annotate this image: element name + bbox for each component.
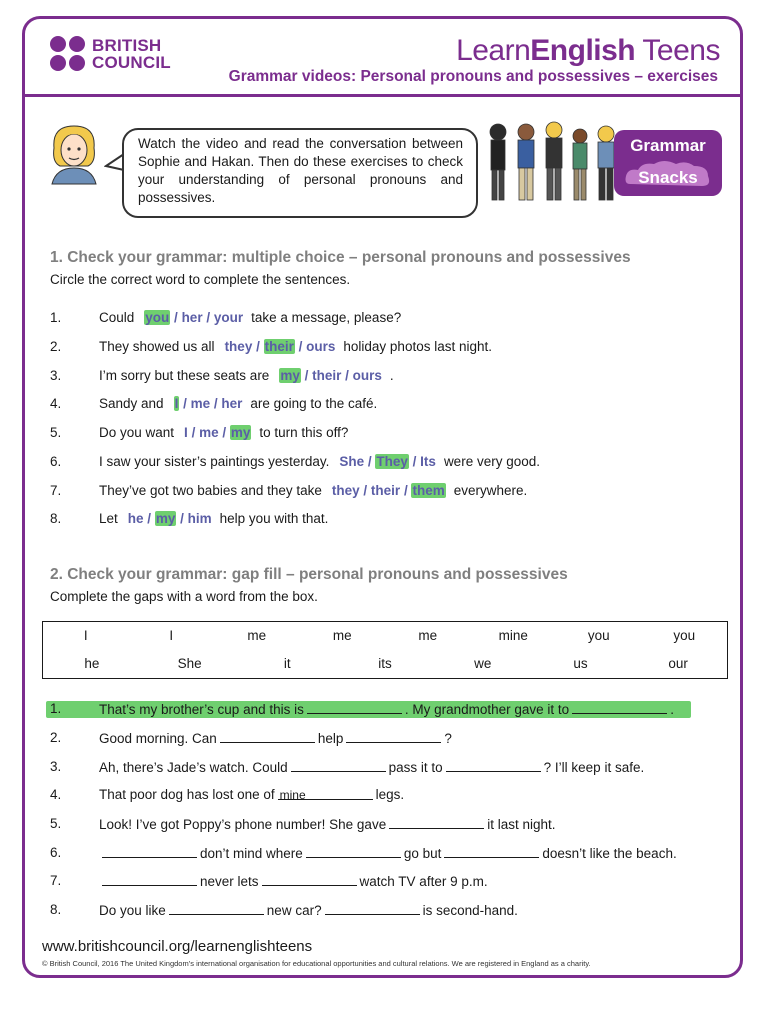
item-number: 7.: [50, 873, 62, 888]
item-sentence: [99, 900, 518, 921]
answer-option[interactable]: their: [312, 368, 342, 383]
answer-blank[interactable]: [444, 843, 539, 858]
word-box-word: us: [573, 656, 588, 671]
british-council-logo[interactable]: [50, 36, 171, 71]
sentence-end: help you with that.: [219, 511, 329, 526]
item-sentence: [99, 308, 401, 328]
answer-option[interactable]: ours: [352, 368, 382, 383]
section-1-instruction: Circle the correct word to complete the sentences.: [50, 272, 351, 287]
word-box-row-1: [43, 628, 727, 643]
item-sentence: [99, 843, 677, 864]
item-sentence: [99, 337, 492, 357]
sentence-part: go but: [403, 846, 442, 861]
item-sentence: [99, 814, 556, 835]
sentence-part: help: [317, 731, 344, 746]
answer-option[interactable]: you: [145, 310, 170, 325]
sentence-part: Good morning. Can: [99, 731, 217, 746]
item-sentence: [99, 785, 404, 805]
answer-option[interactable]: Its: [420, 454, 436, 469]
section-1-title: 1. Check your grammar: multiple choice – personal pronouns and possessives: [50, 249, 631, 266]
option-separator: /: [400, 483, 412, 498]
sentence-part: doesn’t like the beach.: [542, 846, 677, 861]
item-number: 2.: [50, 730, 62, 745]
answer-option[interactable]: my: [280, 368, 300, 383]
answer-blank[interactable]: [262, 871, 357, 886]
word-box-word: me: [332, 628, 352, 643]
sentence-start: I’m sorry but these seats are: [99, 368, 270, 383]
item-number: 4.: [50, 787, 62, 802]
answer-blank[interactable]: [446, 757, 541, 772]
sentence-end: to turn this off?: [259, 425, 349, 440]
sentence-start: Sandy and: [99, 396, 164, 411]
option-group: [128, 509, 212, 529]
answer-option[interactable]: ours: [306, 339, 336, 354]
item-number: 3.: [50, 759, 62, 774]
word-box-word: its: [378, 656, 392, 671]
item-sentence: [99, 699, 674, 720]
item-sentence: [99, 509, 328, 529]
item-number: 8.: [50, 902, 62, 917]
item-sentence: [99, 452, 540, 472]
sentence-part: ?: [444, 731, 452, 746]
option-group: [279, 366, 382, 386]
option-group: [225, 337, 336, 357]
sentence-end: were very good.: [443, 454, 540, 469]
option-separator: /: [170, 310, 182, 325]
sentence-part: legs.: [375, 787, 405, 802]
item-sentence: [99, 481, 527, 501]
header-divider: [22, 94, 743, 97]
option-group: [184, 423, 251, 443]
answer-option[interactable]: I: [184, 425, 188, 440]
sentence-end: take a message, please?: [251, 310, 402, 325]
item-number: 5.: [50, 425, 62, 440]
sentence-part: new car?: [266, 903, 322, 918]
badge-line-2: Snacks: [638, 168, 698, 187]
answer-option[interactable]: their: [264, 339, 294, 354]
answer-option[interactable]: I: [174, 396, 179, 411]
answer-option[interactable]: her: [181, 310, 203, 325]
option-separator: /: [179, 396, 191, 411]
answer-blank[interactable]: [325, 900, 420, 915]
section-2-title: 2. Check your grammar: gap fill – personal pronouns and possessives: [50, 566, 568, 583]
option-separator: /: [300, 368, 313, 383]
item-sentence: [99, 728, 452, 749]
sentence-start: They’ve got two babies and they take: [99, 483, 322, 498]
item-sentence: [99, 423, 348, 443]
answer-blank[interactable]: [220, 728, 315, 743]
word-box-word: it: [283, 656, 291, 671]
word-box-word: our: [668, 656, 688, 671]
answer-option[interactable]: They: [376, 454, 408, 469]
grammar-snacks-badge[interactable]: [614, 130, 722, 196]
answer-option[interactable]: your: [213, 310, 244, 325]
word-box: [42, 621, 728, 679]
answer-blank[interactable]: [389, 814, 484, 829]
filled-answer: mine: [279, 788, 306, 802]
item-number: 6.: [50, 454, 62, 469]
item-sentence: [99, 394, 377, 414]
word-box-word: mine: [498, 628, 528, 643]
option-separator: /: [294, 339, 307, 354]
option-separator: /: [252, 339, 264, 354]
sentence-part: Look! I’ve got Poppy’s phone number! She gave: [99, 817, 387, 832]
logo-line-2: COUNCIL: [92, 52, 171, 72]
word-box-row-2: [43, 656, 727, 671]
brand-english: English: [530, 34, 636, 67]
sentence-part: never lets: [200, 874, 259, 889]
answer-option[interactable]: me: [199, 425, 219, 440]
answer-option[interactable]: my: [230, 425, 251, 440]
item-number: 4.: [50, 396, 62, 411]
option-separator: /: [364, 454, 376, 469]
sentence-part: is second-hand.: [422, 903, 518, 918]
brand-learn: Learn: [456, 34, 531, 67]
answer-option[interactable]: her: [221, 396, 243, 411]
answer-blank[interactable]: [278, 785, 373, 800]
answer-blank[interactable]: [572, 699, 667, 714]
option-separator: /: [143, 511, 155, 526]
option-group: [144, 308, 243, 328]
word-box-word: I: [169, 628, 174, 643]
item-number: 7.: [50, 483, 62, 498]
sentence-part: Ah, there’s Jade’s watch. Could: [99, 760, 288, 775]
sentence-part: Do you like: [99, 903, 166, 918]
answer-blank[interactable]: [346, 728, 441, 743]
sentence-end: everywhere.: [453, 483, 528, 498]
answer-option[interactable]: they: [224, 339, 253, 354]
sentence-end: holiday photos last night.: [343, 339, 492, 354]
sentence-start: Could: [99, 310, 135, 325]
item-number: 3.: [50, 368, 62, 383]
logo-line-1: BRITISH: [92, 35, 162, 55]
option-separator: /: [176, 511, 188, 526]
word-box-word: I: [83, 628, 88, 643]
sentence-start: I saw your sister’s paintings yesterday.: [99, 454, 330, 469]
answer-option[interactable]: my: [155, 511, 176, 526]
option-separator: /: [187, 425, 200, 440]
page-title: Grammar videos: Personal pronouns and possessives – exercises: [228, 68, 718, 85]
sentence-part: That poor dog has lost one of: [99, 787, 275, 802]
option-separator: /: [210, 396, 222, 411]
item-number: 6.: [50, 845, 62, 860]
answer-option[interactable]: him: [187, 511, 212, 526]
item-sentence: [99, 871, 488, 892]
option-group: [174, 394, 243, 414]
word-box-word: we: [474, 656, 492, 671]
sentence-end: are going to the café.: [250, 396, 378, 411]
option-group: [339, 452, 436, 472]
sentence-part: don’t mind where: [200, 846, 303, 861]
sentence-part: watch TV after 9 p.m.: [359, 874, 488, 889]
item-sentence: [99, 757, 644, 778]
answer-option[interactable]: they: [331, 483, 360, 498]
option-separator: /: [359, 483, 371, 498]
answer-option[interactable]: their: [370, 483, 401, 498]
answer-blank[interactable]: [307, 699, 402, 714]
sentence-start: They showed us all: [99, 339, 215, 354]
sentence-start: Do you want: [99, 425, 175, 440]
answer-option[interactable]: me: [190, 396, 211, 411]
answer-blank[interactable]: [102, 843, 197, 858]
word-box-word: he: [84, 656, 100, 671]
option-separator: /: [341, 368, 353, 383]
word-box-word: you: [673, 628, 696, 643]
section-2-instruction: Complete the gaps with a word from the box.: [50, 589, 318, 604]
sentence-start: Let: [99, 511, 118, 526]
sentence-part: .: [670, 702, 674, 717]
item-number: 1.: [50, 310, 62, 325]
answer-blank[interactable]: [102, 871, 197, 886]
answer-blank[interactable]: [291, 757, 386, 772]
word-box-word: She: [177, 656, 202, 671]
sentence-part: That’s my brother’s cup and this is: [99, 702, 304, 717]
word-box-word: me: [247, 628, 267, 643]
footer-copyright: © British Council, 2016 The United Kingdom’s international organisation for educational opportunities and cultural relations. We are registered in England as a charity.: [42, 959, 591, 968]
sentence-part: pass it to: [388, 760, 443, 775]
option-group: [332, 481, 446, 501]
answer-option[interactable]: them: [412, 483, 445, 498]
option-separator: /: [408, 454, 421, 469]
sentence-part: . My grandmother gave it to: [404, 702, 570, 717]
learnenglish-teens-logo[interactable]: [456, 34, 720, 68]
answer-option[interactable]: She: [339, 454, 365, 469]
teens-illustration-icon: [484, 118, 624, 206]
sentence-part: it last night.: [487, 817, 556, 832]
option-separator: /: [218, 425, 230, 440]
sentence-end: .: [389, 368, 394, 383]
item-sentence: [99, 366, 394, 386]
word-box-word: you: [587, 628, 610, 643]
item-number: 5.: [50, 816, 62, 831]
sophie-avatar-icon: [46, 122, 102, 188]
intro-text: Watch the video and read the conversation between Sophie and Hakan. Then do these exercises to check your understanding of personal pronouns and possessives.: [138, 136, 463, 205]
footer-url-link[interactable]: www.britishcouncil.org/learnenglishteens: [42, 938, 313, 955]
item-number: 1.: [50, 701, 62, 716]
brand-teens: Teens: [635, 34, 720, 67]
logo-dots-icon: [50, 36, 85, 71]
answer-blank[interactable]: [169, 900, 264, 915]
item-number: 8.: [50, 511, 62, 526]
answer-option[interactable]: he: [127, 511, 144, 526]
item-number: 2.: [50, 339, 62, 354]
answer-blank[interactable]: [306, 843, 401, 858]
badge-line-1: Grammar: [630, 136, 706, 155]
word-box-word: me: [418, 628, 438, 643]
sentence-part: ? I’ll keep it safe.: [543, 760, 645, 775]
option-separator: /: [202, 310, 214, 325]
